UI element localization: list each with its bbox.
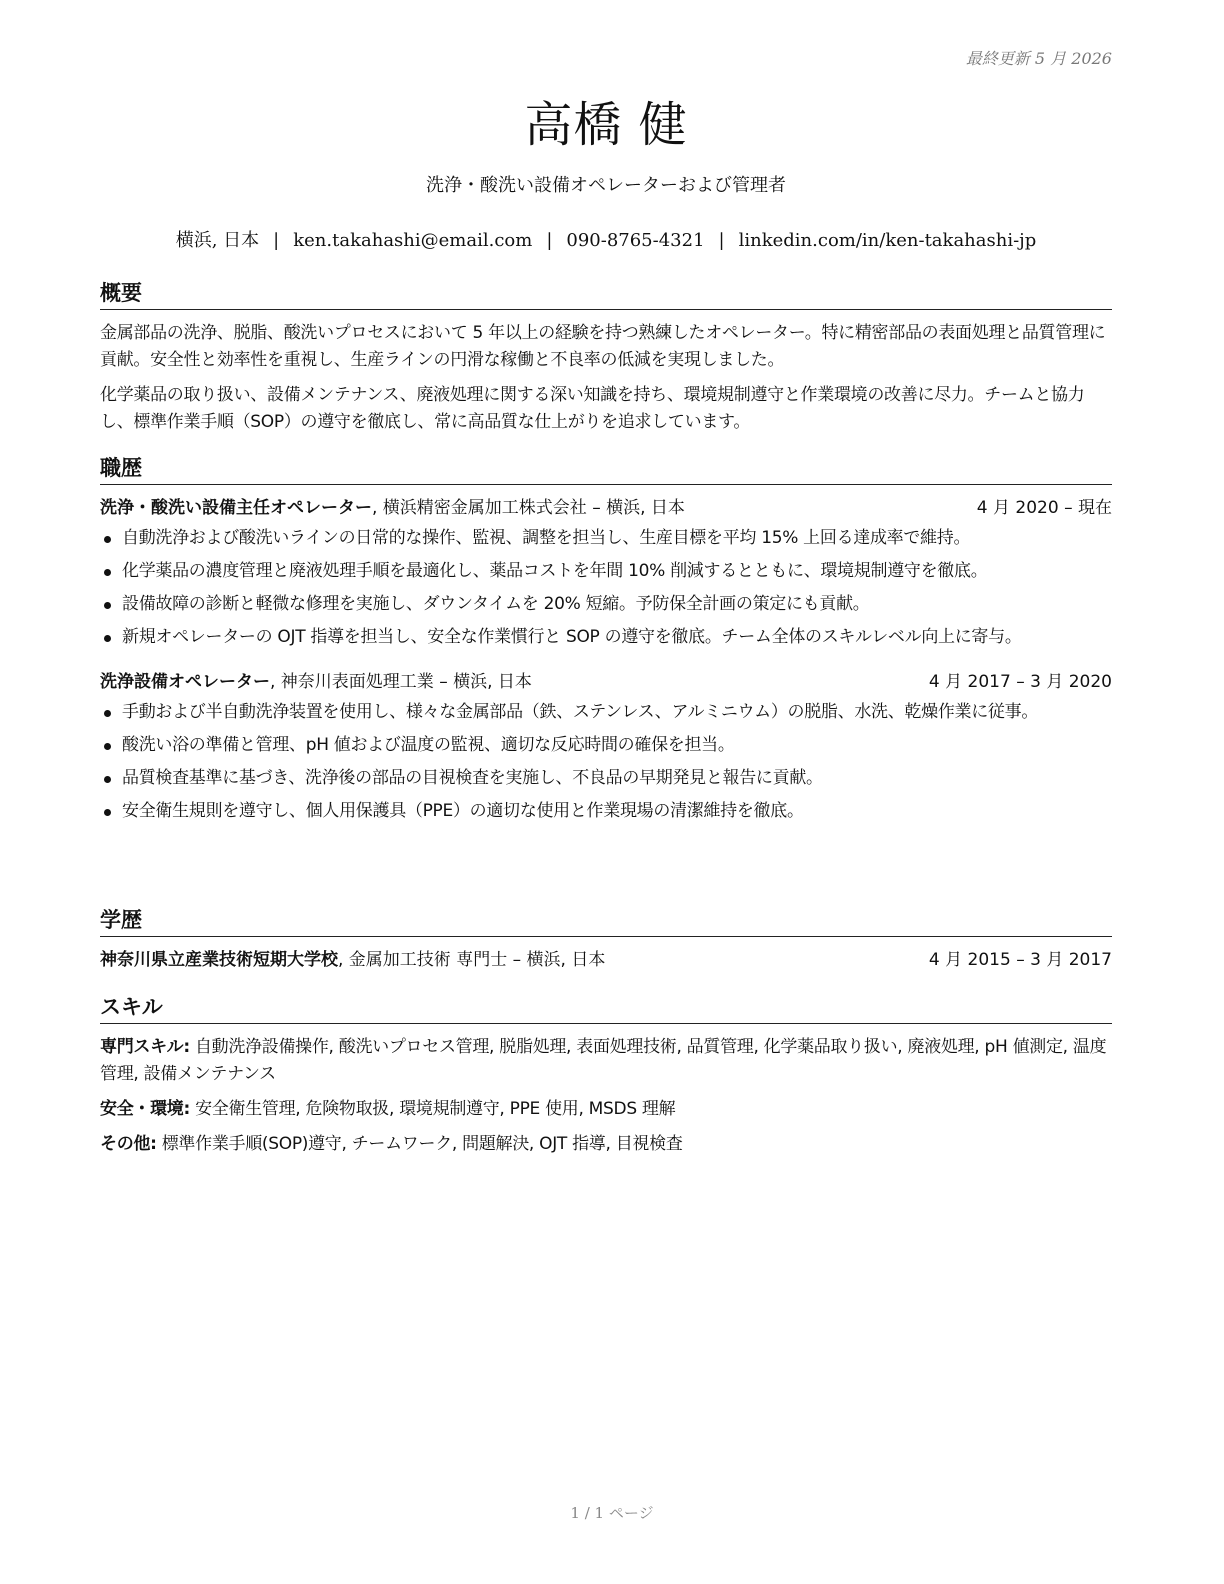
- job-dates: 4 月 2020 – 現在: [976, 498, 1112, 518]
- candidate-title: 洗浄・酸洗い設備オペレーターおよび管理者: [426, 175, 786, 196]
- summary-paragraph: 金属部品の洗浄、脱脂、酸洗いプロセスにおいて 5 年以上の経験を持つ熟練したオペレーター。特に精密部品の表面処理と品質管理に貢献。安全性と効率性を重視し、生産ラインの円滑な稼働と不良率の低減を実現しました。: [100, 323, 1106, 370]
- education-heading: 学歴: [100, 904, 1112, 937]
- skills-section: [100, 991, 1112, 1166]
- job-bullet: 品質検査基準に基づき、洗浄後の部品の目視検査を実施し、不良品の早期発見と報告に貢献。: [100, 765, 1112, 792]
- job-org: , 横浜精密金属加工株式会社 – 横浜, 日本: [372, 498, 685, 518]
- job-bullet: 安全衛生規則を遵守し、個人用保護具（PPE）の適切な使用と作業現場の清潔維持を徹底。: [100, 798, 1112, 825]
- skill-line: [100, 1096, 1112, 1123]
- job-header: [100, 669, 1112, 695]
- summary-heading: 概要: [100, 277, 1112, 310]
- job-bullet: 新規オペレーターの OJT 指導を担当し、安全な作業慣行と SOP の遵守を徹底。チーム全体のスキルレベル向上に寄与。: [100, 624, 1112, 651]
- contact-location: 横浜, 日本: [175, 230, 260, 251]
- contact-phone[interactable]: 090-8765-4321: [566, 230, 705, 251]
- page-indicator: 1 / 1 ページ: [570, 1504, 654, 1522]
- experience-section: [100, 452, 1112, 831]
- summary-paragraph: 化学薬品の取り扱い、設備メンテナンス、廃液処理に関する深い知識を持ち、環境規制遵守と作業環境の改善に尽力。チームと協力し、標準作業手順（SOP）の遵守を徹底し、常に高品質な仕上がりを追求しています。: [100, 385, 1085, 432]
- job-role-org: [100, 669, 532, 695]
- job-org: , 神奈川表面処理工業 – 横浜, 日本: [270, 672, 532, 692]
- education-school-detail: [100, 947, 605, 973]
- job-bullets: [100, 525, 1112, 651]
- last-updated: 最終更新 5 月 2026: [965, 49, 1112, 68]
- summary-section: [100, 277, 1112, 444]
- skill-line: [100, 1131, 1112, 1158]
- skill-label: 専門スキル:: [100, 1037, 190, 1057]
- contact-separator: |: [546, 230, 553, 251]
- skill-text: 安全衛生管理, 危険物取扱, 環境規制遵守, PPE 使用, MSDS 理解: [190, 1099, 676, 1119]
- job-entry: [100, 669, 1112, 825]
- job-bullet: 酸洗い浴の準備と管理、pH 値および温度の監視、適切な反応時間の確保を担当。: [100, 732, 1112, 759]
- education-entry: [100, 947, 1112, 973]
- experience-heading: 職歴: [100, 452, 1112, 485]
- skill-text: 標準作業手順(SOP)遵守, チームワーク, 問題解決, OJT 指導, 目視検査: [156, 1134, 683, 1154]
- job-header: [100, 495, 1112, 521]
- job-dates: 4 月 2017 – 3 月 2020: [928, 672, 1112, 692]
- education-dates: 4 月 2015 – 3 月 2017: [928, 950, 1112, 970]
- job-bullet: 自動洗浄および酸洗いラインの日常的な操作、監視、調整を担当し、生産目標を平均 15% 上回る達成率で維持。: [100, 525, 1112, 552]
- contact-line: [100, 226, 1112, 252]
- contact-email[interactable]: ken.takahashi@email.com: [293, 230, 533, 251]
- job-role: 洗浄設備オペレーター: [100, 672, 270, 692]
- job-bullet: 化学薬品の濃度管理と廃液処理手順を最適化し、薬品コストを年間 10% 削減するとともに、環境規制遵守を徹底。: [100, 558, 1112, 585]
- education-section: [100, 904, 1112, 973]
- education-school: 神奈川県立産業技術短期大学校: [100, 950, 338, 970]
- contact-separator: |: [718, 230, 725, 251]
- skill-line: [100, 1034, 1112, 1088]
- contact-linkedin[interactable]: linkedin.com/in/ken-takahashi-jp: [738, 230, 1037, 251]
- contact-separator: |: [273, 230, 280, 251]
- candidate-name: 高橋 健: [524, 97, 688, 153]
- job-role-org: [100, 495, 685, 521]
- skill-label: 安全・環境:: [100, 1099, 190, 1119]
- education-detail: , 金属加工技術 専門士 – 横浜, 日本: [338, 950, 606, 970]
- job-role: 洗浄・酸洗い設備主任オペレーター: [100, 498, 372, 518]
- skill-label: その他:: [100, 1134, 157, 1154]
- job-entry: [100, 495, 1112, 651]
- job-bullets: [100, 699, 1112, 825]
- skill-text: 自動洗浄設備操作, 酸洗いプロセス管理, 脱脂処理, 表面処理技術, 品質管理, 化学薬品取り扱い, 廃液処理, pH 値測定, 温度管理, 設備メンテナンス: [100, 1037, 1107, 1084]
- job-bullet: 設備故障の診断と軽微な修理を実施し、ダウンタイムを 20% 短縮。予防保全計画の策定にも貢献。: [100, 591, 1112, 618]
- job-bullet: 手動および半自動洗浄装置を使用し、様々な金属部品（鉄、ステンレス、アルミニウム）の脱脂、水洗、乾燥作業に従事。: [100, 699, 1112, 726]
- skills-heading: スキル: [100, 991, 1112, 1024]
